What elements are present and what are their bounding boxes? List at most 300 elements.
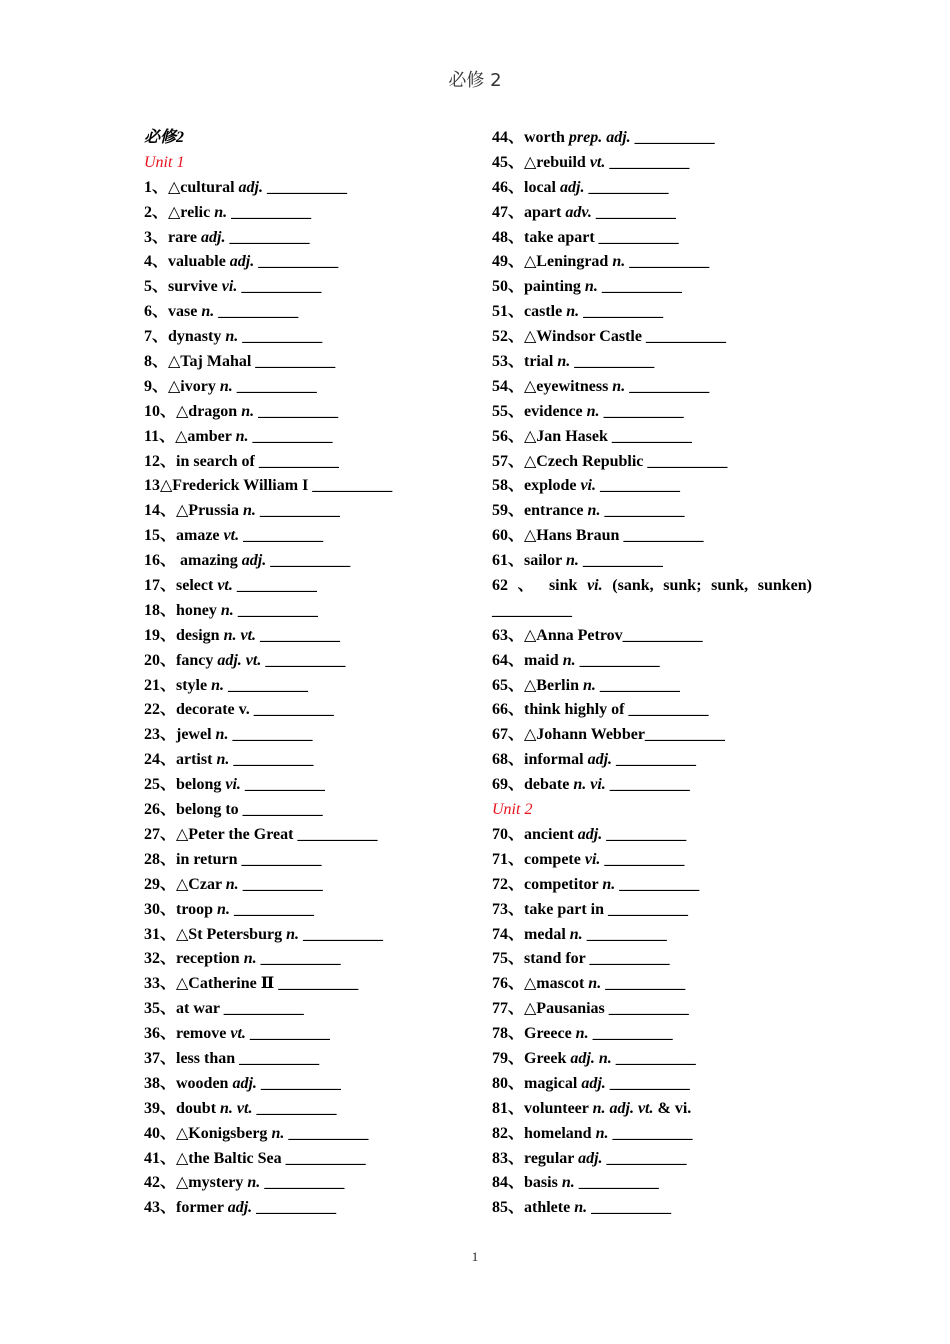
vocab-item — [492, 674, 812, 699]
vocab-item — [144, 425, 489, 450]
vocab-item — [492, 1171, 812, 1196]
vocab-word: 25、belong — [144, 776, 226, 794]
vocab-item — [144, 947, 489, 972]
answer-blank: __________ — [255, 502, 340, 520]
vocab-item — [144, 1097, 489, 1122]
answer-blank: __________ — [630, 129, 715, 146]
vocab-item — [492, 748, 812, 773]
vocab-item — [492, 549, 812, 574]
part-of-speech: n. — [286, 925, 299, 943]
vocab-item — [492, 1122, 812, 1147]
vocab-word: 32、reception — [144, 950, 244, 968]
vocab-word: 37、less than __________ — [144, 1049, 320, 1067]
vocab-item — [492, 1097, 812, 1122]
answer-blank: __________ — [284, 1124, 369, 1142]
unit-heading: Unit 1 — [144, 153, 185, 171]
vocab-word: 38、wooden — [144, 1074, 233, 1092]
vocab-word: 9、△ivory — [144, 377, 220, 395]
vocab-item — [144, 350, 489, 375]
answer-blank: __________ — [224, 676, 309, 694]
part-of-speech: n. — [225, 328, 239, 346]
part-of-speech: n. — [575, 1025, 589, 1043]
answer-blank: __________ — [579, 303, 664, 321]
answer-blank: __________ — [605, 776, 690, 794]
vocab-item — [492, 524, 812, 549]
vocab-item — [144, 898, 489, 923]
answer-blank: __________ — [256, 626, 341, 644]
part-of-speech: adj. — [587, 751, 613, 769]
vocab-item — [144, 474, 489, 499]
vocab-item — [144, 1122, 489, 1147]
answer-blank: __________ — [582, 925, 667, 943]
vocab-word: 83、regular — [492, 1149, 579, 1167]
vocab-item — [144, 450, 489, 475]
vocab-item — [492, 151, 812, 176]
answer-blank: __________ — [252, 1099, 337, 1117]
part-of-speech: n. — [588, 975, 602, 993]
answer-blank: __________ — [252, 1199, 337, 1217]
answer-blank: __________ — [597, 278, 682, 296]
vocab-word: 24、artist — [144, 751, 217, 769]
answer-blank: __________ — [260, 1174, 345, 1192]
vocab-word: 70、ancient — [492, 825, 578, 843]
vocab-item — [492, 499, 812, 524]
vocab-item — [492, 624, 812, 649]
part-of-speech: vt. — [230, 1025, 246, 1043]
vocab-item — [492, 972, 812, 997]
vocab-item — [492, 450, 812, 475]
vocab-word: 33、△Catherine Ⅱ __________ — [144, 975, 359, 993]
answer-blank: __________ — [584, 178, 669, 196]
vocab-word: 52、△Windsor Castle __________ — [492, 328, 726, 346]
vocab-word: 49、△Leningrad — [492, 253, 613, 271]
vocab-item — [492, 898, 812, 923]
part-of-speech: n. — [582, 676, 596, 694]
vocab-word: 63、△Anna Petrov__________ — [492, 626, 703, 644]
answer-blank: __________ — [245, 1025, 330, 1043]
part-of-speech: vt. — [589, 153, 606, 171]
vocab-item — [144, 375, 489, 400]
vocab-item — [492, 425, 812, 450]
vocab-word: 45、△rebuild — [492, 153, 590, 171]
vocab-item — [492, 723, 812, 748]
vocab-word: 48、take apart __________ — [492, 228, 679, 246]
answer-blank: __________ — [605, 1074, 690, 1092]
vocab-word: 41、△the Baltic Sea __________ — [144, 1149, 366, 1167]
answer-blank: __________ — [266, 552, 351, 570]
answer-blank: __________ — [233, 601, 318, 619]
part-of-speech: adj. — [578, 1149, 603, 1167]
vocab-word: 31、△St Petersburg — [144, 925, 287, 943]
part-of-speech: n. — [216, 751, 230, 769]
answer-blank: __________ — [232, 577, 317, 595]
vocab-item — [144, 325, 489, 350]
part-of-speech: n. vt. — [220, 1099, 253, 1117]
vocab-word: 3、rare — [144, 228, 202, 246]
answer-blank: __________ — [256, 950, 341, 968]
part-of-speech: n. — [242, 502, 256, 520]
part-of-speech: n. adj. vt. — [592, 1099, 654, 1117]
vocab-item — [492, 649, 812, 674]
vocab-word: 21、style — [144, 676, 212, 694]
vocab-item — [144, 250, 489, 275]
vocab-item — [144, 698, 489, 723]
vocab-item — [144, 275, 489, 300]
vocab-word: 68、informal — [492, 751, 588, 769]
vocab-word: 28、in return __________ — [144, 850, 322, 868]
right-column — [492, 126, 812, 1221]
part-of-speech: n. — [574, 1199, 588, 1217]
answer-blank: __________ — [602, 825, 687, 843]
vocab-word: 75、stand for __________ — [492, 950, 670, 968]
vocab-word: 40、△Konigsberg — [144, 1124, 272, 1142]
vocab-word: 64、maid — [492, 651, 563, 669]
part-of-speech: n. — [566, 303, 580, 321]
vocab-word: 11、△amber — [144, 427, 236, 445]
answer-blank: __________ — [605, 153, 690, 171]
vocab-word: 73、take part in __________ — [492, 900, 689, 918]
vocab-word: 26、belong to __________ — [144, 801, 323, 819]
part-of-speech: adj. — [238, 178, 263, 196]
vocab-word: 65、△Berlin — [492, 676, 583, 694]
vocab-item — [492, 873, 812, 898]
vocab-word: 51、castle — [492, 303, 567, 321]
vocab-item — [144, 723, 489, 748]
vocab-item — [492, 823, 812, 848]
answer-blank: __________ — [601, 975, 686, 993]
vocab-item — [144, 773, 489, 798]
vocab-item — [492, 250, 812, 275]
vocab-item — [492, 350, 812, 375]
page-header: 必修 2 — [448, 70, 502, 91]
vocab-word: 20、fancy — [144, 651, 218, 669]
answer-blank: __________ — [214, 303, 299, 321]
answer-blank: __________ — [254, 402, 339, 420]
vocab-word: 15、amaze — [144, 527, 224, 545]
vocab-word: 5、survive — [144, 278, 222, 296]
vocab-word: 78、Greece — [492, 1025, 576, 1043]
vocab-word: 72、competitor — [492, 875, 603, 893]
vocab-item — [144, 1022, 489, 1047]
part-of-speech: n. — [201, 303, 215, 321]
vocab-item — [144, 848, 489, 873]
vocab-word: 44、worth — [492, 129, 569, 146]
vocab-word: 18、honey — [144, 601, 221, 619]
answer-blank: __________ — [588, 1025, 673, 1043]
vocab-item — [144, 400, 489, 425]
vocab-word: 60、△Hans Braun __________ — [492, 527, 704, 545]
vocab-item — [144, 624, 489, 649]
vocab-word: 36、remove — [144, 1025, 231, 1043]
answer-blank: __________ — [612, 751, 697, 769]
answer-blank: __________ — [232, 377, 317, 395]
vocab-word: 7、dynasty — [144, 328, 226, 346]
vocab-word: 69、debate — [492, 776, 574, 794]
vocab-word: 1、△cultural — [144, 178, 239, 196]
page-number: 1 — [471, 1249, 479, 1264]
vocab-word: 22、decorate v. __________ — [144, 701, 334, 719]
answer-blank: __________ — [578, 552, 663, 570]
answer-blank: __________ — [602, 1149, 687, 1167]
part-of-speech: n. — [214, 203, 228, 221]
part-of-speech: n. — [565, 552, 579, 570]
part-of-speech: vi. — [225, 776, 241, 794]
vocab-item — [492, 1022, 812, 1047]
part-of-speech: n. — [584, 278, 598, 296]
vocab-item — [144, 674, 489, 699]
vocab-item — [492, 947, 812, 972]
vocab-item — [492, 176, 812, 201]
vocab-word: 16、 amazing — [144, 552, 242, 570]
answer-blank: __________ — [600, 502, 685, 520]
answer-blank: __________ — [608, 1124, 693, 1142]
vocab-word: 54、△eyewitness — [492, 377, 613, 395]
vocab-word: 58、explode — [492, 477, 581, 495]
part-of-speech: adj. — [560, 178, 585, 196]
answer-blank: __________ — [229, 751, 314, 769]
part-of-speech: n. — [243, 950, 257, 968]
vocab-word: 81、volunteer — [492, 1099, 593, 1117]
vocab-word: 79、Greek — [492, 1049, 571, 1067]
answer-blank: __________ — [237, 278, 322, 296]
vocab-word: 23、jewel — [144, 726, 216, 744]
vocab-word: 19、design — [144, 626, 224, 644]
vocab-word: 14、△Prussia — [144, 502, 243, 520]
vocab-item — [144, 1196, 489, 1221]
part-of-speech: vi. — [221, 278, 238, 296]
vocab-item — [492, 226, 812, 251]
vocab-word: 10、△dragon — [144, 402, 242, 420]
vocab-word: 13△Frederick William I __________ — [144, 477, 393, 495]
part-of-speech: n. — [219, 377, 233, 395]
answer-blank: __________ — [248, 427, 333, 445]
part-of-speech: n. — [561, 1174, 575, 1192]
vocab-item — [492, 773, 812, 798]
answer-blank: __________ — [625, 253, 710, 271]
part-of-speech: prep. adj. — [568, 129, 631, 146]
vocab-item — [144, 1171, 489, 1196]
vocab-word: 74、medal — [492, 925, 570, 943]
answer-blank: __________ — [240, 776, 325, 794]
part-of-speech: n. — [612, 377, 626, 395]
part-of-speech: n. — [557, 353, 571, 371]
part-of-speech: adj. — [229, 253, 255, 271]
answer-blank: __________ — [225, 228, 310, 246]
answer-blank: __________ — [574, 1174, 659, 1192]
vocab-word: 43、former — [144, 1199, 228, 1217]
part-of-speech: n. vt. — [223, 626, 257, 644]
part-of-speech: adj. — [581, 1074, 606, 1092]
vocab-item — [144, 176, 489, 201]
vocab-word: 27、△Peter the Great __________ — [144, 825, 378, 843]
answer-blank: & vi. — [653, 1099, 692, 1117]
vocab-item — [144, 923, 489, 948]
vocab-item — [144, 823, 489, 848]
part-of-speech: n. — [602, 875, 616, 893]
vocab-word: 61、sailor — [492, 552, 566, 570]
part-of-speech: n. — [241, 402, 255, 420]
vocab-word: 47、apart — [492, 203, 566, 221]
part-of-speech: n. — [587, 502, 601, 520]
answer-blank: __________ — [261, 651, 346, 669]
answer-blank: __________ — [238, 328, 323, 346]
part-of-speech: adj. — [577, 825, 603, 843]
vocab-item — [492, 375, 812, 400]
vocab-item — [144, 748, 489, 773]
vocab-item — [492, 1047, 812, 1072]
answer-blank: __________ — [254, 253, 339, 271]
part-of-speech: n. — [562, 651, 576, 669]
answer-blank: __________ — [228, 726, 313, 744]
vocab-word: 85、athlete — [492, 1199, 575, 1217]
part-of-speech: vt. — [217, 577, 233, 595]
vocab-item — [492, 300, 812, 325]
part-of-speech: adj. — [241, 552, 267, 570]
answer-blank: __________ — [615, 875, 700, 893]
vocab-item — [144, 1072, 489, 1097]
vocab-word: 29、△Czar — [144, 875, 226, 893]
vocab-word: 46、local — [492, 178, 560, 196]
part-of-speech: n. — [271, 1124, 285, 1142]
vocab-word: 59、entrance — [492, 502, 588, 520]
vocab-item — [492, 698, 812, 723]
part-of-speech: n. — [586, 402, 600, 420]
vocab-word: 84、basis — [492, 1174, 562, 1192]
answer-blank: __________ — [256, 1074, 341, 1092]
part-of-speech: n. — [225, 875, 239, 893]
vocab-word: 62 、 sink — [492, 577, 588, 595]
part-of-speech: n. — [220, 601, 234, 619]
vocab-item — [492, 126, 812, 151]
vocab-word: 4、valuable — [144, 253, 230, 271]
answer-blank: __________ — [625, 377, 710, 395]
answer-blank: __________ — [298, 925, 383, 943]
vocab-item — [144, 201, 489, 226]
vocab-word: 8、△Taj Mahal __________ — [144, 353, 336, 371]
vocab-item — [144, 649, 489, 674]
part-of-speech: adv. — [565, 203, 592, 221]
vocab-item — [492, 1072, 812, 1097]
part-of-speech: n. — [217, 900, 230, 918]
vocab-item — [144, 574, 489, 599]
part-of-speech: vi. — [580, 477, 596, 495]
section-title: 必修2 — [144, 129, 185, 146]
answer-blank: __________ — [587, 1199, 672, 1217]
part-of-speech: n. — [595, 1124, 609, 1142]
left-column — [144, 126, 489, 1221]
answer-blank: __________ — [611, 1049, 696, 1067]
vocab-item — [144, 226, 489, 251]
vocab-word: 80、magical — [492, 1074, 582, 1092]
answer-blank: __________ — [238, 875, 323, 893]
vocab-item — [492, 325, 812, 350]
part-of-speech: vi. — [584, 850, 601, 868]
answer-blank: __________ — [239, 527, 324, 545]
vocab-item — [144, 873, 489, 898]
vocab-item — [492, 848, 812, 873]
part-of-speech: n. vi. — [573, 776, 606, 794]
vocab-word: 50、painting — [492, 278, 585, 296]
part-of-speech: adj. — [201, 228, 226, 246]
answer-blank: __________ — [575, 651, 660, 669]
vocab-item — [492, 201, 812, 226]
vocab-word: 55、evidence — [492, 402, 587, 420]
answer-blank: __________ — [595, 676, 680, 694]
vocab-item — [144, 549, 489, 574]
answer-blank: __________ — [599, 402, 684, 420]
vocab-item — [492, 599, 812, 624]
vocab-item — [492, 1147, 812, 1172]
vocab-item — [492, 574, 812, 599]
part-of-speech: adj. — [227, 1199, 253, 1217]
vocab-word: 56、△Jan Hasek __________ — [492, 427, 692, 445]
vocab-word: 35、at war __________ — [144, 1000, 304, 1018]
vocab-item — [492, 997, 812, 1022]
vocab-item — [492, 923, 812, 948]
vocab-word: 6、vase — [144, 303, 202, 321]
vocab-item — [492, 474, 812, 499]
answer-blank: (sank, sunk; sunk, sunken) — [602, 577, 812, 595]
vocab-word: 71、compete — [492, 850, 585, 868]
part-of-speech: adj. vt. — [217, 651, 262, 669]
vocab-item — [144, 524, 489, 549]
part-of-speech: n. — [612, 253, 626, 271]
part-of-speech: n. — [569, 925, 583, 943]
vocab-item — [144, 972, 489, 997]
vocab-item — [492, 1196, 812, 1221]
answer-blank: __________ — [596, 477, 680, 495]
vocab-item — [144, 1147, 489, 1172]
vocab-word: 82、homeland — [492, 1124, 596, 1142]
vocab-word: 39、doubt — [144, 1099, 221, 1117]
part-of-speech: vi. — [587, 577, 603, 595]
vocab-word: 12、in search of __________ — [144, 452, 339, 470]
vocab-word: 17、select — [144, 577, 218, 595]
vocab-word: 2、△relic — [144, 203, 215, 221]
part-of-speech: n. — [247, 1174, 261, 1192]
vocab-item — [492, 400, 812, 425]
answer-blank: __________ — [570, 353, 655, 371]
vocab-word: __________ — [492, 601, 572, 619]
vocab-word: 77、△Pausanias __________ — [492, 1000, 689, 1018]
vocab-item — [492, 275, 812, 300]
answer-blank: __________ — [227, 203, 312, 221]
vocab-item — [144, 997, 489, 1022]
part-of-speech: adj. — [232, 1074, 257, 1092]
vocab-item — [144, 1047, 489, 1072]
vocab-word: 53、trial — [492, 353, 558, 371]
vocab-word: 57、△Czech Republic __________ — [492, 452, 728, 470]
vocab-word: 42、△mystery — [144, 1174, 248, 1192]
part-of-speech: vt. — [223, 527, 240, 545]
answer-blank: __________ — [591, 203, 676, 221]
vocab-word: 67、△Johann Webber__________ — [492, 726, 725, 744]
vocab-word: 76、△mascot — [492, 975, 589, 993]
part-of-speech: n. — [211, 676, 225, 694]
vocab-word: 30、troop — [144, 900, 218, 918]
part-of-speech: n. — [215, 726, 229, 744]
vocab-item — [144, 499, 489, 524]
vocab-item — [144, 599, 489, 624]
part-of-speech: n. — [235, 427, 249, 445]
unit-heading: Unit 2 — [492, 801, 533, 819]
answer-blank: __________ — [229, 900, 314, 918]
vocab-word: 66、think highly of __________ — [492, 701, 709, 719]
answer-blank: __________ — [262, 178, 347, 196]
vocab-item — [144, 300, 489, 325]
vocab-item — [144, 798, 489, 823]
part-of-speech: adj. n. — [570, 1049, 612, 1067]
